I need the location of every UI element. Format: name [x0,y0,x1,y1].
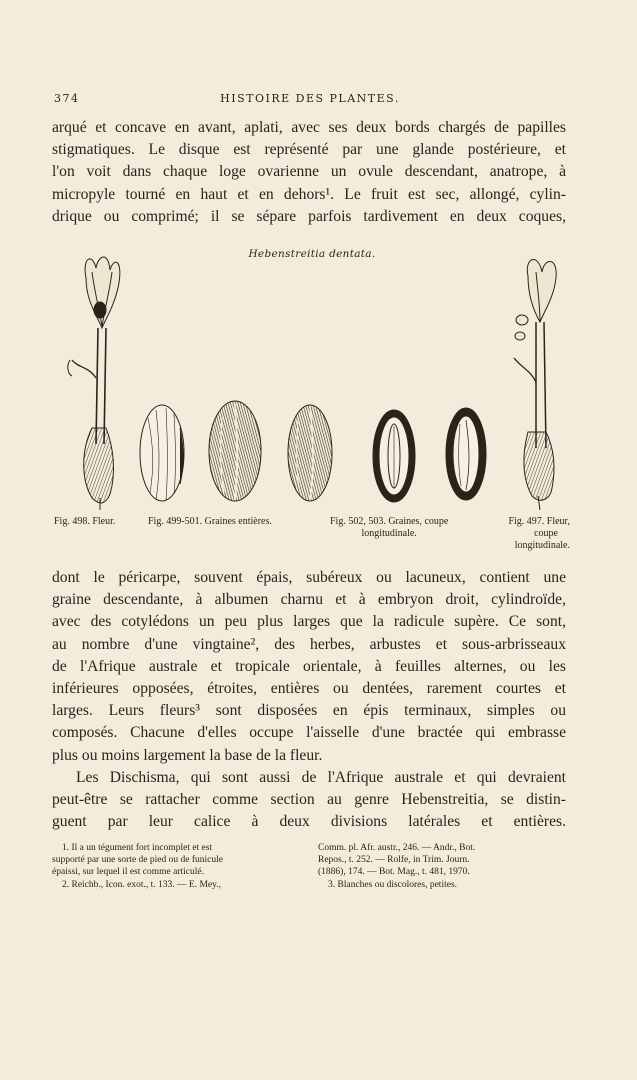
seed-drawing-fig499 [140,405,184,501]
footnotes-left [52,842,302,891]
text-line: arqué et concave en avant, aplati, avec ses deux bords chargés de papilles [52,119,566,136]
footnote-line: 3. Blanches ou discolores, petites. [328,879,458,890]
text-line: guent par leur calice à deux divisions latérales et entières. [52,813,566,831]
footnote-line: Repos., t. 252. — Rolfe, in Trim. Journ. [318,855,470,866]
text-line: de l'Afrique australe et tropicale orientale, à feuilles alternes, ou les [52,657,566,675]
caption-fig502-503 [330,516,448,540]
footnote-line: 1. Il a un tégument fort incomplet et est [62,843,213,853]
caption-fig498: Fig. 498. Fleur. [54,516,116,527]
page-header [54,92,566,108]
footnote-line: Comm. pl. Afr. austr., 246. — Andr., Bot. [318,843,476,853]
caption-line: longitudinale. [361,528,417,539]
footnotes-right [318,842,568,891]
flower-drawing-fig498 [68,257,120,510]
running-title: HISTOIRE DES PLANTES. [220,92,400,105]
figure-plate [52,248,572,558]
figure-title: Hebenstreitia dentata. [248,248,376,260]
footnote-line: 2. Reichb., Icon. exot., t. 133. — E. Mey., [62,879,222,890]
seed-drawing-fig500 [209,401,261,501]
caption-line: Fig. 497. Fleur, [508,516,570,527]
figure-illustration [52,248,572,510]
text-line: drique ou comprimé; il se sépare parfois tardivement en deux coques, [52,207,566,225]
caption-line: Fig. 502, 503. Graines, coupe [330,516,449,527]
seed-section-fig503 [446,408,486,500]
footnote-line: supporté par une sorte de pied ou de funicule [52,855,223,866]
flower-section-drawing-fig497 [514,260,556,510]
text-line: plus ou moins largement la base de la fleur. [52,746,323,764]
text-line: peut-être se rattacher comme section au genre Hebenstreitia, se distin- [52,791,566,809]
seed-drawing-fig501 [288,405,332,501]
text-line: graine descendante, à albumen charnu et à embryon droit, cylindroïde, [52,591,566,609]
page-number: 374 [54,92,80,105]
caption-line: coupe [534,528,558,539]
body-text-bottom [52,567,566,833]
text-line: au nombre d'une vingtaine², des herbes, arbustes et sous-arbrisseaux [52,635,566,653]
text-line: Les Dischisma, qui sont aussi de l'Afrique australe et qui devraient [76,768,566,786]
footnote-line: épaissi, sur lequel il est comme articulé. [52,867,204,878]
text-line: l'on voit dans chaque loge ovarienne un ovule descendant, anatrope, à [52,163,566,181]
text-line: avec des cotylédons un peu plus larges que la radicule supère. Ce sont, [52,613,566,631]
text-line: composés. Chacune d'elles occupe l'aisselle d'une bractée qui embrasse [52,724,566,742]
text-line: micropyle tourné en haut et en dehors¹. Le fruit est sec, allongé, cylin- [52,185,566,203]
text-line: dont le péricarpe, souvent épais, subéreux ou lacuneux, contient une [52,569,566,586]
body-text-top [52,117,566,228]
caption-line: longitudinale. [514,540,570,551]
caption-fig499-501: Fig. 499-501. Graines entières. [148,516,272,527]
text-line: stigmatiques. Le disque est représenté par une glande postérieure, et [52,141,566,159]
footnote-line: (1886), 174. — Bot. Mag., t. 481, 1970. [318,867,470,878]
caption-fig497 [488,516,570,552]
text-line: inférieures opposées, étroites, entières ou dentées, rarement courtes et [52,680,566,698]
text-line: larges. Leurs fleurs³ sont disposées en épis terminaux, simples ou [52,702,566,720]
seed-section-fig502 [373,410,415,502]
